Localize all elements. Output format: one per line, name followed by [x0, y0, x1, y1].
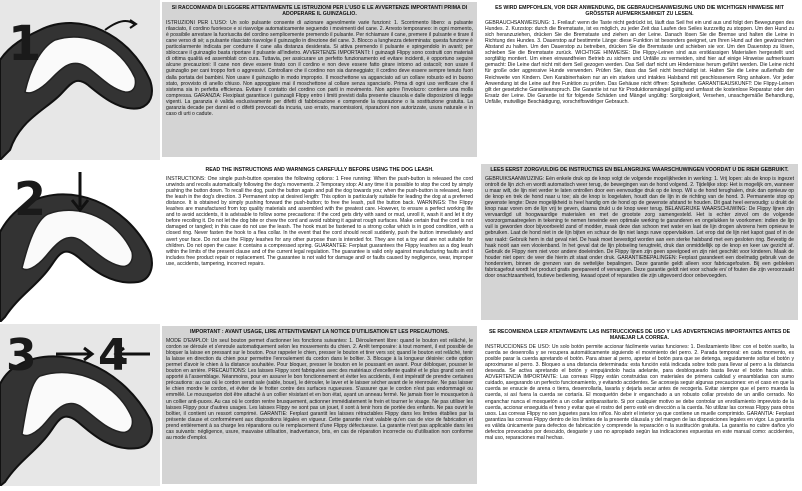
heading-german: ES WIRD EMPFOHLEN, VOR DER ANWENDUNG, DIE GEBRAUCHSANWEISUNG UND DIE WICHTIGEN HINWEISE MIT GRÖSSTER AUFMERKSAMKEIT ZU LESEN.	[495, 5, 784, 18]
instructions-german	[481, 2, 798, 157]
instructions-french	[162, 326, 477, 484]
step-2-illustration	[0, 162, 160, 322]
illustration-strip	[0, 0, 160, 486]
instructions-dutch	[481, 164, 798, 320]
step-number-4: 4	[98, 330, 129, 381]
instructions-italian	[162, 2, 477, 157]
instructions-english	[162, 164, 477, 320]
step-1-illustration	[0, 0, 160, 160]
body-italian: ISTRUZIONI PER L'USO: Un solo pulsante consente di azionare agevolmente varie funzioni: 1. Scorrimento libero: a pulsante rilasciato, il cordino fuoriesce e si riavvolge automaticamente seguendo i movimenti del cane. 2. Arresto temporaneo: in ogni momento, è possibile arrestare la fuoriuscita del cordino semplicemente premendo il pulsante. Per richiamare il cane, premere il pulsante e tirare il cane verso di sé; a pulsante rilasciato riavvolge il guinzaglio in direzione del cane. 3. Blocco a lunghezza determinata: questa funzione è particolarmente indicata per condurre il cane alla distanza desiderata. Si attiva premendo il pulsante e spingendolo in avanti; per sbloccare il guinzaglio basta riportare il pulsante all'indietro. AVVERTENZE IMPORTANTI: I guinzagli Flippy sono costruiti con materiali di ottima qualità ed assemblati con cura. Tuttavia, per assicurare un perfetto funzionamento ed evitare incidenti, è opportuno seguire alcune precauzioni: Il cane non deve essere tirato con il cordino e non deve essere fatto girare intorno ad ostacoli; non usare il guinzaglio per cani troppo forti o aggressivi. Controllare che il cordino non sia danneggiato; il cordino deve essere sempre tenuto fuori dalla portata dei bambini. Non usare il guinzaglio in modo improprio. Il moschettone va agganciato ad un collare robusto ed in buono stato, provvisto di anello chiuso. Non appoggiare mai il moschettone al collare senza sganciarlo. Prima di ogni uso verificare che il sistema sia in perfetta efficienza. Evitare il contatto del cordino con parti in movimento. Non aprire l'involucro: contiene una molla compressa. GARANZIA: Flexiplast garantisce i guinzagli Flippy entro i limiti previsti dalla presente clausola e dalle disposizioni di legge vigenti. La garanzia è valida esclusivamente per difetti di fabbricazione e comprende la riparazione o la sostituzione gratuita. La garanzia decade per danni ed o difetti provocati da incuria, uso errato, manomissioni, riparazioni non autorizzate, usura naturale e in caso di urti o cadute.	[166, 20, 473, 117]
step-number-2: 2	[14, 172, 47, 226]
body-spanish: INSTRUCCIONES DE USO: Un solo botón permite accionar fácilmente varias funciones: 1. Deslizamiento libre: con el botón suelto, la cuerda se desenrolla y se recupera automáticamente siguiendo el movimiento del perro. 2. Parada temporal: en cada momento, es posible parar la cuerda apretando el botón. Para atraer al perro, apretar el botón para que se detenga, seguidamente soltar el botón y aproximarse al perro. 3. Bloqueo a una distancia determinada: esta función está indicada sobre todo para llevar al perro a la distancia deseada. Se activa apretando el botón y empujándolo hacia adelante, para desbloquearlo basta llevar el botón hacia atrás. ADVERTENCIA IMPORTANTE: Las correas Flippy están construidas con materiales de primera calidad y ensambladas con sumo cuidado, asegurando un perfecto funcionamiento, y evitando accidentes. Se aconseja seguir algunas precauciones: en el caso en que la cuerda se ensucie de arena o tierra, desenrollarla, lavarla y dejarla secar antes de recogerla. Evitar siempre que el perro muerda la cuerda, si así fuera la cuerda se cortaría. El mosquetón debe ir enganchado a un robusto collar provisto de un anillo cerrado. No enganchar nunca el mosquetón a un collar antiparasitario. Si por cualquier motivo se debe controlar un enrollamiento imprevisto de la cuerda, accionar enseguida el freno y evitar que el rostro del perro esté en dirección a la cuerda. No utilizar las correas Flippy para otros usos. Las correas Flippy no son juguetes para los niños. No abrir el interior ya que contiene un muelle comprimido. GARANTIA: Ferplast garantiza las correas Flippy dentro de los límites de la presente cláusula y del margen de las disposiciones legales en vigor. La garantía es válida únicamente para defectos de fabricación y comprende la reparación o la sustitución gratuita. La garantía no cubre daños y/o defectos provocados por descuido, desgaste y uso no apropiado según las indicaciones expuestas en este manual como: accidentes, mal uso, reparaciones mal hechas.	[485, 344, 794, 441]
body-french: MODE D'EMPLOI: Un seul bouton permet d'actionner les fonctions suivantes: 1. Déroulement libre: quand le bouton est relâché, le cordon se déroule et s'enroule automatiquement selon les mouvements du chien. 2. Arrêt temporaire: à tout moment, il est possible de bloquer la laisse en pressant sur le bouton. Pour rappeler le chien, presser le bouton et tirer vers soi; quand le bouton est relâché, tenir la laisse en direction du chien pour permettre l'enroulement du cordon dans le boîtier. 3. Blocage à la longueur désirée: cette option permet d'avoir le chien à la distance souhaitée. Pour bloquer, presser le bouton en le poussant en avant. Pour débloquer, pousser le bouton en arrière. PRECAUTIONS: Les laisses Flippy sont fabriquées avec des matériaux d'excellente qualité et le plus grand soin est apporté à l'assemblage. Néanmoins, pour en assurer le bon fonctionnement et éviter les accidents, il est impératif de prendre certaines précautions: au cas où le cordon serait sale (sable, boue), le dérouler, le laver et le laisser sécher avant de le réenrouler. Ne pas laisser le chien mordre le cordon, et éviter de le frotter contre des surfaces rugueuses. S'assurer que le cordon n'est pas endommagé ou emmêlé. Le mousqueton doit être attaché à un collier résistant et en bon état, ayant un anneau fermé. Ne jamais fixer le mousqueton à un collier anti-puces. Au cas où le cordon rentre brusquement, actionner immédiatement le frein et tourner le visage. Ne pas utiliser les laisses Flippy pour d'autres usages. Les laisses Flippy ne sont pas un jouet, il sont à tenir hors de portée des enfants. Ne pas ouvrir le boîtier, il contient un ressort comprimé. GARANTIE: Ferplast garantit les laisses rétractables Flippy dans les limites établies par la présente clause et conformément aux dispositions légales en vigueur. Cette garantie n'est valable qu'en cas de vice de fabrication et prend entièrement à sa charge les réparations ou le remplacement d'une Flippy défectueuse. La garantie n'est pas applicable dans les cas suivants: négligence, usure, mauvaise utilisation, inadvertance, bris, en cas de réparation incorrecte ou d'utilisation non conforme au mode d'emploi.	[166, 338, 473, 441]
heading-dutch: LEES EERST ZORGVULDIG DE INSTRUCTIES EN BELANGRIJKE WAARSCHUWINGEN VOORDAT U DE RIEM GEBRUIKT.	[490, 167, 789, 173]
heading-french: IMPORTANT : AVANT USAGE, LIRE ATTENTIVEMENT LA NOTICE D'UTILISATION ET LES PRECAUTIONS.	[190, 329, 449, 335]
body-dutch: GEBRUIKSAANWIJZING: Eén enkele druk op de knop volgt de volgende mogelijkheden in werking: 1. Vrij lopen: als de knop is ingezet ontrolt de lijn zich en wordt automatisch weer terug, de bewegingen van de hond volgend. 2. Tijdelijke stop: Het is mogelijk om, wanneer u maar wilt, de lijn niet verder te laten ontrollen door een eenvoudige druk op de knop. Wil u de hond terughalen, druk dan opnieuw op de knop en trek de hond naar u toe; als de knop is losgelaten, houdt dan de lijn in de richting van de hond. 3. Permanente stop op gewenste lengte: Deze mogelijkheid is heel handig om de hond op de gewenste afstand te houden. Dit gaat heel eenvoudig: u drukt de knop naar voren om de lijn vrij te geven, daarna drukt u de knop weer terug. BELANGRIJKE WAARSCHUWING: De Flippy lijnen zijn vervaardigd uit hoogwaardige materialen en met de grootste zorg samengesteld. Het is echter zinvol om de volgende voorzorgsmaatregelen in tekening te nemen teneinde een optimale werking te garanderen en ongelukken te voorkomen: indien de lijn vuil is geworden door bijvoorbeeld zand of modder, maak deze dan schoon met water en laat de lijn drogen alvorens hem opnieuw te gebruiken. Laat de hond niet in de lijn bijten en schuur de lijn niet langs ruwe oppervlakken. Let erop dat de lijn niet kapot gaat of in de war raakt: Gebruik hem in dat geval niet. De haak moet bevestigd worden aan een sterke halsband met een gesloten ring. Bevestig de haak nooit aan een vlooienband. In het geval dat de lijn plotseling terugtrekt, druk dan onmiddellijk op de knop en keer uw gezicht af. Gebruik de Flippy riem niet voor andere doeleinden. De Flippy lijnen zijn geen speelgoed en zijn niet geschikt voor kinderen. Maak de houder niet open: de veer die hierin zit staat onder druk. GARANTIEBEPALINGEN: Ferplast garandeert een doelmatig gebruik van de hondenriem, binnen de grenzen van de wettelijke bepalingen. Deze garantie geldt alleen voor fabricagefouten. Bij een gebleken fabricagefout wordt het product gratis gerepareerd of vervangen. Deze garantie geldt niet voor schade en/ of fouten die zijn veroorzaakt door onachtzaamheid, foutieve bediening, kwaad opzet of reparaties die zijn uitgevoerd door onbevoegden.	[485, 176, 794, 279]
step-number-1: 1	[8, 16, 42, 72]
heading-spanish: SE RECOMIENDA LEER ATENTAMENTE LAS INSTRUCCIONES DE USO Y LAS ADVERTENCIAS IMPORTANTES ANTES DE MANEJAR LA CORREA.	[488, 329, 791, 342]
body-english: INSTRUCTIONS: One single push-button operates the following options: 1 Free running: When the push-button is released the cord unwinds and recoils automatically following the dog's movements. 2 Temporary stop: At any time it is possible to stop the cord by simply pushing the button down. To recall the dog, push the button again and pull the dog towards you; when the push-button is released, keep the leash in the dog's direction. 3 Permanent stop at desired length: This option is particularly suitable for leading the dog at a preferred distance. It is obtained by simply pushing forward the push-button; to free the leash, pull the button back. WARNINGS: The Flippy leashes are manufactured from top quality materials and assembled with the greatest care. However, to ensure a perfect working life and to avoid accidents, it is advisable to follow some precautions: if the cord gets dirty with sand or mud, unroll it, wash it and let it dry before recoiling it. Do not let the dog bite or chew the cord and avoid rubbing it against rough surfaces. Make certain that the cord is not damaged or tangled; in this case do not use the leash. The hook must be fastened to a strong collar which is in good condition, with a closed ring. Never fasten the hook to a flea collar. In the event that the cord should recoil suddenly, push the button immediately and avert your face. Do not use the Flippy leashes for any other purpose than is intended for. They are not a toy and are not suitable for children. Do not open the case: it contains a compressed spring. GUARANTEE: Ferplast guarantees the Flippy leashes as a dog leash within the limits of the present clause and of the current legal regulation. The guarantee is valid only against manufacturing faults and it includes free product repair or replacement. The guarantee is not valid for damage and/ or faults caused by negligence, wear, improper use, accidents, tampering, incorrect repairs.	[166, 176, 473, 267]
body-german: GEBRAUCHSANWEISUNG: 1. Freilauf: wenn die Taste nicht gedrückt ist, läuft das Seil frei ein und aus und folgt den Bewegungen des Hundes. 2. Kurzstop: durch die Bremstaste, ist es möglich, zu jeder Zeit das Laufen des Seiles kurzzeitig zu stoppen. Um den Hund zu sich heranzuziehen, drücken Sie die Bremstaste und ziehen an der Leine. Danach lösen Sie die Bremse und halten die Leine in Richtung des Hundes. 3. Dauerstop auf bestimmte Länge: diese Funktion ist besonders geeignet, um Ihren Hund auf den gewünschten Abstand zu halten. Um den Dauerstop zu betreiben, drücken Sie die Bremstaste und schieben sie vor. Um den Dauerstop zu lösen, schieben Sie die Bremstaste zurück. WICHTIGE HINWEISE: Die Flippy-Leinen sind aus erstklassigen Materialien hergestellt und sorgfältig montiert. Um einen einwandfreien Betrieb zu sichern und Unfälle zu vermeiden, sind hier auf einige Hinweise aufmerksam gemacht: Die Leine darf nicht mit dem Seil gezogen werden. Das Seil darf nicht um Hindernisse herum geführt werden. Die Leine nicht für große oder aggressive Hunde verwenden. Prüfen Sie, dass das Seil nicht beschädigt ist. Halten Sie die Leine außerhalb der Reichweite von Kindern. Den Karabinerhaken nur an ein starkes und intaktes Halsband mit geschlossenem Ring anhaken. Vor jeder Anwendung ist die Leine auf ihre Funktion zu prüfen. Das Gehäuse nicht öffnen: Spiralfeder. GARANTIEAUSKUNFT: Die Flippy-Leinen gilt der gesetzliche Garantieanspruch. Die Garantie ist nur für Produktionsmängel gültig und umfasst die kostenlose Reparatur oder den Ersatz der Leine. Die Garantie ist für folgende Schäden und Mängel ungültig: Sorglosigkeit, Versehen, unsachgemäße Behandlung, Unfälle, mutwillige Beschädigung, vorschriftswidriger Gebrauch.	[485, 20, 794, 105]
heading-english: READ THE INSTRUCTIONS AND WARNINGS CAREFULLY BEFORE USING THE DOG LEASH.	[205, 167, 434, 173]
step-number-3: 3	[6, 330, 37, 381]
heading-italian: SI RACCOMANDA DI LEGGERE ATTENTAMENTE LE ISTRUZIONI PER L'USO E LE AVVERTENZE IMPORTANTI PRIMA DI ADOPERARE IL GUINZAGLIO.	[171, 5, 468, 18]
step-3-4-illustration	[0, 324, 160, 486]
instructions-spanish	[481, 326, 798, 484]
